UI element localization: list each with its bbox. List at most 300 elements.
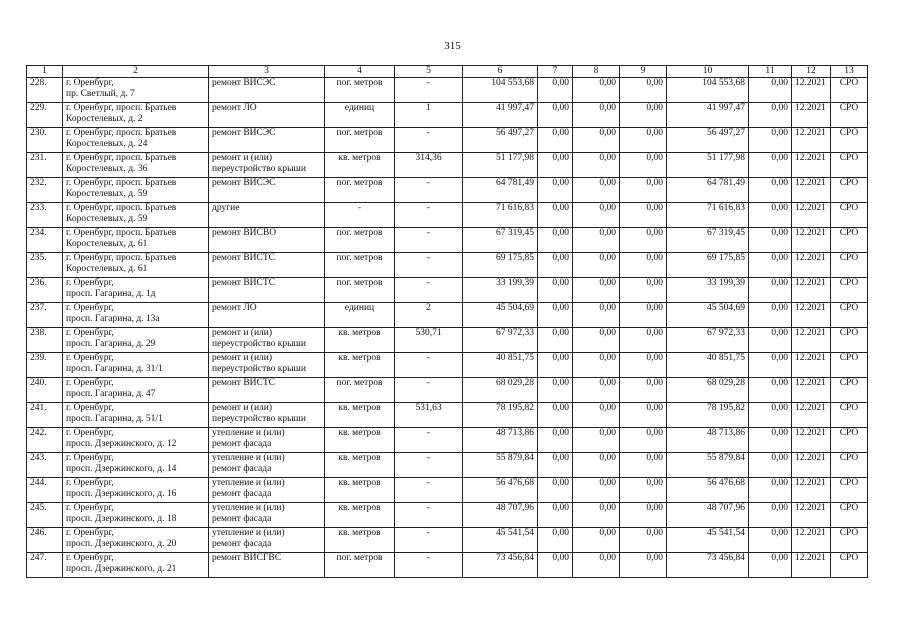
value-cell: 0,00 xyxy=(573,128,620,153)
source-cell: СРО xyxy=(831,153,868,178)
work-type-line: ремонт ВИСГВС xyxy=(212,553,282,563)
fund-cost-cell: 51 177,98 xyxy=(667,153,749,178)
source-cell: СРО xyxy=(831,103,868,128)
address-cell xyxy=(63,103,209,128)
work-type-line: утепление и (или) xyxy=(212,428,285,438)
value-cell: 0,00 xyxy=(573,403,620,428)
address-line: Коростелевых, д. 36 xyxy=(66,164,148,174)
address-line: г. Оренбург, xyxy=(66,78,114,88)
value-cell: 0,00 xyxy=(573,378,620,403)
table-row xyxy=(27,478,868,503)
address-line: г. Оренбург, просп. Братьев xyxy=(66,253,177,263)
work-type-cell xyxy=(209,203,325,228)
volume-cell: - xyxy=(395,478,463,503)
source-cell: СРО xyxy=(831,553,868,578)
value-cell: 0,00 xyxy=(620,153,667,178)
source-cell: СРО xyxy=(831,128,868,153)
source-cell: СРО xyxy=(831,528,868,553)
address-cell xyxy=(63,503,209,528)
fund-cost-cell: 67 972,33 xyxy=(667,328,749,353)
unit-cell: единиц xyxy=(325,303,395,328)
row-number: 240. xyxy=(27,378,63,403)
total-cost-cell: 56 476,68 xyxy=(463,478,538,503)
work-type-cell xyxy=(209,253,325,278)
total-cost-cell: 33 199,39 xyxy=(463,278,538,303)
source-cell: СРО xyxy=(831,328,868,353)
address-line: Коростелевых, д. 24 xyxy=(66,139,148,149)
address-cell xyxy=(63,428,209,453)
work-type-cell xyxy=(209,178,325,203)
row-number: 234. xyxy=(27,228,63,253)
work-type-cell xyxy=(209,103,325,128)
address-line: г. Оренбург, просп. Братьев xyxy=(66,103,177,113)
work-type-cell xyxy=(209,478,325,503)
deadline-cell: 12.2021 xyxy=(792,528,831,553)
fund-cost-cell: 41 997,47 xyxy=(667,103,749,128)
row-number: 245. xyxy=(27,503,63,528)
unit-cell: кв. метров xyxy=(325,528,395,553)
column-number-cell: 12 xyxy=(792,66,831,78)
total-cost-cell: 73 456,84 xyxy=(463,553,538,578)
unit-cell: - xyxy=(325,203,395,228)
table-row xyxy=(27,128,868,153)
work-type-line: ремонт и (или) xyxy=(212,403,273,413)
volume-cell: 530,71 xyxy=(395,328,463,353)
work-type-cell xyxy=(209,528,325,553)
table-row xyxy=(27,203,868,228)
volume-cell: - xyxy=(395,353,463,378)
value-cell: 0,00 xyxy=(749,553,792,578)
fund-cost-cell: 48 707,96 xyxy=(667,503,749,528)
deadline-cell: 12.2021 xyxy=(792,378,831,403)
work-type-line: утепление и (или) xyxy=(212,503,285,513)
deadline-cell: 12.2021 xyxy=(792,278,831,303)
work-type-line: переустройство крыши xyxy=(212,414,306,424)
value-cell: 0,00 xyxy=(749,528,792,553)
volume-cell: - xyxy=(395,78,463,103)
work-type-line: ремонт и (или) xyxy=(212,153,273,163)
volume-cell: - xyxy=(395,553,463,578)
unit-cell: пог. метров xyxy=(325,378,395,403)
address-cell xyxy=(63,553,209,578)
table-row xyxy=(27,378,868,403)
total-cost-cell: 51 177,98 xyxy=(463,153,538,178)
address-line: г. Оренбург, xyxy=(66,553,114,563)
deadline-cell: 12.2021 xyxy=(792,228,831,253)
address-line: г. Оренбург, просп. Братьев xyxy=(66,128,177,138)
total-cost-cell: 67 972,33 xyxy=(463,328,538,353)
deadline-cell: 12.2021 xyxy=(792,303,831,328)
value-cell: 0,00 xyxy=(573,253,620,278)
work-type-line: ремонт ВИСВО xyxy=(212,228,277,238)
value-cell: 0,00 xyxy=(620,228,667,253)
deadline-cell: 12.2021 xyxy=(792,328,831,353)
total-cost-cell: 71 616,83 xyxy=(463,203,538,228)
value-cell: 0,00 xyxy=(620,553,667,578)
row-number: 236. xyxy=(27,278,63,303)
work-type-line: ремонт фасада xyxy=(212,514,272,524)
address-line: г. Оренбург, xyxy=(66,478,114,488)
address-line: г. Оренбург, xyxy=(66,403,114,413)
value-cell: 0,00 xyxy=(620,203,667,228)
deadline-cell: 12.2021 xyxy=(792,253,831,278)
total-cost-cell: 67 319,45 xyxy=(463,228,538,253)
deadline-cell: 12.2021 xyxy=(792,353,831,378)
row-number: 244. xyxy=(27,478,63,503)
value-cell: 0,00 xyxy=(538,253,573,278)
fund-cost-cell: 45 541,54 xyxy=(667,528,749,553)
row-number: 235. xyxy=(27,253,63,278)
address-cell xyxy=(63,353,209,378)
value-cell: 0,00 xyxy=(573,328,620,353)
address-cell xyxy=(63,328,209,353)
address-line: г. Оренбург, xyxy=(66,278,114,288)
address-line: Коростелевых, д. 2 xyxy=(66,114,143,124)
unit-cell: кв. метров xyxy=(325,503,395,528)
unit-cell: кв. метров xyxy=(325,153,395,178)
value-cell: 0,00 xyxy=(620,128,667,153)
unit-cell: кв. метров xyxy=(325,478,395,503)
address-cell xyxy=(63,403,209,428)
total-cost-cell: 55 879,84 xyxy=(463,453,538,478)
total-cost-cell: 78 195,82 xyxy=(463,403,538,428)
fund-cost-cell: 64 781,49 xyxy=(667,178,749,203)
work-type-cell xyxy=(209,278,325,303)
value-cell: 0,00 xyxy=(749,428,792,453)
value-cell: 0,00 xyxy=(538,303,573,328)
value-cell: 0,00 xyxy=(538,228,573,253)
value-cell: 0,00 xyxy=(538,378,573,403)
column-number-cell: 8 xyxy=(573,66,620,78)
deadline-cell: 12.2021 xyxy=(792,428,831,453)
deadline-cell: 12.2021 xyxy=(792,128,831,153)
address-line: просп. Дзержинского, д. 12 xyxy=(66,439,177,449)
work-type-line: ремонт ЛО xyxy=(212,103,257,113)
source-cell: СРО xyxy=(831,278,868,303)
value-cell: 0,00 xyxy=(573,528,620,553)
table-row xyxy=(27,353,868,378)
value-cell: 0,00 xyxy=(573,553,620,578)
address-cell xyxy=(63,478,209,503)
value-cell: 0,00 xyxy=(573,353,620,378)
fund-cost-cell: 40 851,75 xyxy=(667,353,749,378)
address-line: г. Оренбург, xyxy=(66,378,114,388)
source-cell: СРО xyxy=(831,453,868,478)
value-cell: 0,00 xyxy=(620,378,667,403)
total-cost-cell: 48 707,96 xyxy=(463,503,538,528)
volume-cell: - xyxy=(395,228,463,253)
value-cell: 0,00 xyxy=(620,403,667,428)
column-number-cell: 10 xyxy=(667,66,749,78)
source-cell: СРО xyxy=(831,403,868,428)
address-line: г. Оренбург, просп. Братьев xyxy=(66,203,177,213)
value-cell: 0,00 xyxy=(749,253,792,278)
unit-cell: пог. метров xyxy=(325,128,395,153)
value-cell: 0,00 xyxy=(749,278,792,303)
volume-cell: - xyxy=(395,378,463,403)
address-line: г. Оренбург, xyxy=(66,303,114,313)
total-cost-cell: 45 541,54 xyxy=(463,528,538,553)
value-cell: 0,00 xyxy=(620,528,667,553)
fund-cost-cell: 55 879,84 xyxy=(667,453,749,478)
work-type-line: ремонт ВИСТС xyxy=(212,278,276,288)
total-cost-cell: 69 175,85 xyxy=(463,253,538,278)
work-type-line: ремонт и (или) xyxy=(212,353,273,363)
volume-cell: - xyxy=(395,253,463,278)
value-cell: 0,00 xyxy=(620,328,667,353)
value-cell: 0,00 xyxy=(573,78,620,103)
work-type-line: ремонт ВИСТС xyxy=(212,378,276,388)
work-type-line: ремонт фасада xyxy=(212,539,272,549)
volume-cell: - xyxy=(395,503,463,528)
fund-cost-cell: 48 713,86 xyxy=(667,428,749,453)
work-type-cell xyxy=(209,228,325,253)
value-cell: 0,00 xyxy=(573,203,620,228)
column-number-cell: 7 xyxy=(538,66,573,78)
row-number: 231. xyxy=(27,153,63,178)
table-row xyxy=(27,153,868,178)
volume-cell: - xyxy=(395,278,463,303)
work-type-line: ремонт ВИСЭС xyxy=(212,178,276,188)
work-type-line: переустройство крыши xyxy=(212,339,306,349)
address-line: просп. Гагарина, д. 13а xyxy=(66,314,160,324)
value-cell: 0,00 xyxy=(749,78,792,103)
source-cell: СРО xyxy=(831,178,868,203)
fund-cost-cell: 56 476,68 xyxy=(667,478,749,503)
fund-cost-cell: 78 195,82 xyxy=(667,403,749,428)
value-cell: 0,00 xyxy=(538,153,573,178)
source-cell: СРО xyxy=(831,478,868,503)
source-cell: СРО xyxy=(831,353,868,378)
total-cost-cell: 45 504,69 xyxy=(463,303,538,328)
table-row xyxy=(27,503,868,528)
work-type-line: переустройство крыши xyxy=(212,364,306,374)
address-cell xyxy=(63,378,209,403)
unit-cell: пог. метров xyxy=(325,78,395,103)
work-type-cell xyxy=(209,353,325,378)
column-number-cell: 1 xyxy=(27,66,63,78)
volume-cell: - xyxy=(395,453,463,478)
address-cell xyxy=(63,303,209,328)
column-number-cell: 6 xyxy=(463,66,538,78)
work-type-line: утепление и (или) xyxy=(212,453,285,463)
value-cell: 0,00 xyxy=(538,478,573,503)
row-number: 243. xyxy=(27,453,63,478)
source-cell: СРО xyxy=(831,78,868,103)
work-type-line: утепление и (или) xyxy=(212,478,285,488)
deadline-cell: 12.2021 xyxy=(792,453,831,478)
total-cost-cell: 41 997,47 xyxy=(463,103,538,128)
work-type-line: ремонт фасада xyxy=(212,464,272,474)
unit-cell: пог. метров xyxy=(325,253,395,278)
value-cell: 0,00 xyxy=(538,403,573,428)
column-number-row xyxy=(27,66,868,78)
value-cell: 0,00 xyxy=(573,178,620,203)
value-cell: 0,00 xyxy=(620,503,667,528)
fund-cost-cell: 69 175,85 xyxy=(667,253,749,278)
address-line: просп. Дзержинского, д. 18 xyxy=(66,514,177,524)
deadline-cell: 12.2021 xyxy=(792,78,831,103)
value-cell: 0,00 xyxy=(538,103,573,128)
address-cell xyxy=(63,78,209,103)
fund-cost-cell: 104 553,68 xyxy=(667,78,749,103)
table-row xyxy=(27,78,868,103)
fund-cost-cell: 68 029,28 xyxy=(667,378,749,403)
row-number: 246. xyxy=(27,528,63,553)
value-cell: 0,00 xyxy=(749,503,792,528)
total-cost-cell: 56 497,27 xyxy=(463,128,538,153)
work-type-cell xyxy=(209,403,325,428)
work-type-line: ремонт ВИСЭС xyxy=(212,78,276,88)
address-line: Коростелевых, д. 59 xyxy=(66,214,148,224)
address-line: просп. Дзержинского, д. 20 xyxy=(66,539,177,549)
volume-cell: - xyxy=(395,128,463,153)
address-line: просп. Гагарина, д. 1д xyxy=(66,289,156,299)
value-cell: 0,00 xyxy=(749,478,792,503)
address-line: Коростелевых, д. 59 xyxy=(66,189,148,199)
address-line: просп. Дзержинского, д. 14 xyxy=(66,464,177,474)
work-type-cell xyxy=(209,553,325,578)
work-type-line: переустройство крыши xyxy=(212,164,306,174)
table-row xyxy=(27,328,868,353)
work-type-line: ремонт ЛО xyxy=(212,303,257,313)
value-cell: 0,00 xyxy=(620,478,667,503)
table-row xyxy=(27,103,868,128)
row-number: 232. xyxy=(27,178,63,203)
value-cell: 0,00 xyxy=(573,503,620,528)
source-cell: СРО xyxy=(831,428,868,453)
table-row xyxy=(27,428,868,453)
address-line: просп. Дзержинского, д. 16 xyxy=(66,489,177,499)
value-cell: 0,00 xyxy=(538,178,573,203)
volume-cell: 314,36 xyxy=(395,153,463,178)
value-cell: 0,00 xyxy=(749,378,792,403)
work-type-line: ремонт и (или) xyxy=(212,328,273,338)
address-line: г. Оренбург, xyxy=(66,528,114,538)
fund-cost-cell: 71 616,83 xyxy=(667,203,749,228)
source-cell: СРО xyxy=(831,228,868,253)
fund-cost-cell: 45 504,69 xyxy=(667,303,749,328)
total-cost-cell: 104 553,68 xyxy=(463,78,538,103)
total-cost-cell: 68 029,28 xyxy=(463,378,538,403)
value-cell: 0,00 xyxy=(573,453,620,478)
address-cell xyxy=(63,128,209,153)
repair-program-table xyxy=(26,65,868,578)
address-line: г. Оренбург, просп. Братьев xyxy=(66,153,177,163)
work-type-cell xyxy=(209,428,325,453)
deadline-cell: 12.2021 xyxy=(792,553,831,578)
address-line: просп. Дзержинского, д. 21 xyxy=(66,564,177,574)
row-number: 230. xyxy=(27,128,63,153)
table-row xyxy=(27,528,868,553)
value-cell: 0,00 xyxy=(749,153,792,178)
work-type-line: ремонт ВИСТС xyxy=(212,253,276,263)
address-cell xyxy=(63,203,209,228)
address-line: г. Оренбург, xyxy=(66,328,114,338)
unit-cell: кв. метров xyxy=(325,453,395,478)
column-number-cell: 9 xyxy=(620,66,667,78)
total-cost-cell: 40 851,75 xyxy=(463,353,538,378)
value-cell: 0,00 xyxy=(749,178,792,203)
address-cell xyxy=(63,178,209,203)
deadline-cell: 12.2021 xyxy=(792,203,831,228)
value-cell: 0,00 xyxy=(620,428,667,453)
address-line: просп. Гагарина, д. 51/1 xyxy=(66,414,163,424)
value-cell: 0,00 xyxy=(538,503,573,528)
fund-cost-cell: 73 456,84 xyxy=(667,553,749,578)
source-cell: СРО xyxy=(831,378,868,403)
value-cell: 0,00 xyxy=(573,103,620,128)
volume-cell: 531,63 xyxy=(395,403,463,428)
value-cell: 0,00 xyxy=(538,428,573,453)
volume-cell: - xyxy=(395,178,463,203)
value-cell: 0,00 xyxy=(620,78,667,103)
fund-cost-cell: 56 497,27 xyxy=(667,128,749,153)
value-cell: 0,00 xyxy=(749,353,792,378)
value-cell: 0,00 xyxy=(620,103,667,128)
source-cell: СРО xyxy=(831,203,868,228)
volume-cell: - xyxy=(395,528,463,553)
row-number: 237. xyxy=(27,303,63,328)
work-type-cell xyxy=(209,328,325,353)
value-cell: 0,00 xyxy=(573,278,620,303)
value-cell: 0,00 xyxy=(573,428,620,453)
value-cell: 0,00 xyxy=(749,228,792,253)
total-cost-cell: 48 713,86 xyxy=(463,428,538,453)
source-cell: СРО xyxy=(831,303,868,328)
total-cost-cell: 64 781,49 xyxy=(463,178,538,203)
value-cell: 0,00 xyxy=(538,553,573,578)
value-cell: 0,00 xyxy=(573,153,620,178)
address-line: г. Оренбург, xyxy=(66,453,114,463)
work-type-cell xyxy=(209,453,325,478)
fund-cost-cell: 67 319,45 xyxy=(667,228,749,253)
value-cell: 0,00 xyxy=(620,278,667,303)
table-row xyxy=(27,403,868,428)
address-cell xyxy=(63,153,209,178)
address-line: г. Оренбург, xyxy=(66,503,114,513)
value-cell: 0,00 xyxy=(749,128,792,153)
table-row xyxy=(27,228,868,253)
work-type-line: утепление и (или) xyxy=(212,528,285,538)
value-cell: 0,00 xyxy=(538,203,573,228)
value-cell: 0,00 xyxy=(538,128,573,153)
column-number-cell: 5 xyxy=(395,66,463,78)
value-cell: 0,00 xyxy=(749,103,792,128)
deadline-cell: 12.2021 xyxy=(792,103,831,128)
deadline-cell: 12.2021 xyxy=(792,478,831,503)
table-row xyxy=(27,278,868,303)
source-cell: СРО xyxy=(831,253,868,278)
unit-cell: пог. метров xyxy=(325,178,395,203)
value-cell: 0,00 xyxy=(538,353,573,378)
value-cell: 0,00 xyxy=(620,178,667,203)
column-number-cell: 4 xyxy=(325,66,395,78)
unit-cell: пог. метров xyxy=(325,228,395,253)
unit-cell: кв. метров xyxy=(325,353,395,378)
table-row xyxy=(27,253,868,278)
work-type-cell xyxy=(209,153,325,178)
address-line: г. Оренбург, xyxy=(66,353,114,363)
column-number-cell: 3 xyxy=(209,66,325,78)
deadline-cell: 12.2021 xyxy=(792,153,831,178)
table-row xyxy=(27,453,868,478)
value-cell: 0,00 xyxy=(573,478,620,503)
table-row xyxy=(27,303,868,328)
work-type-cell xyxy=(209,128,325,153)
row-number: 242. xyxy=(27,428,63,453)
address-line: г. Оренбург, xyxy=(66,428,114,438)
